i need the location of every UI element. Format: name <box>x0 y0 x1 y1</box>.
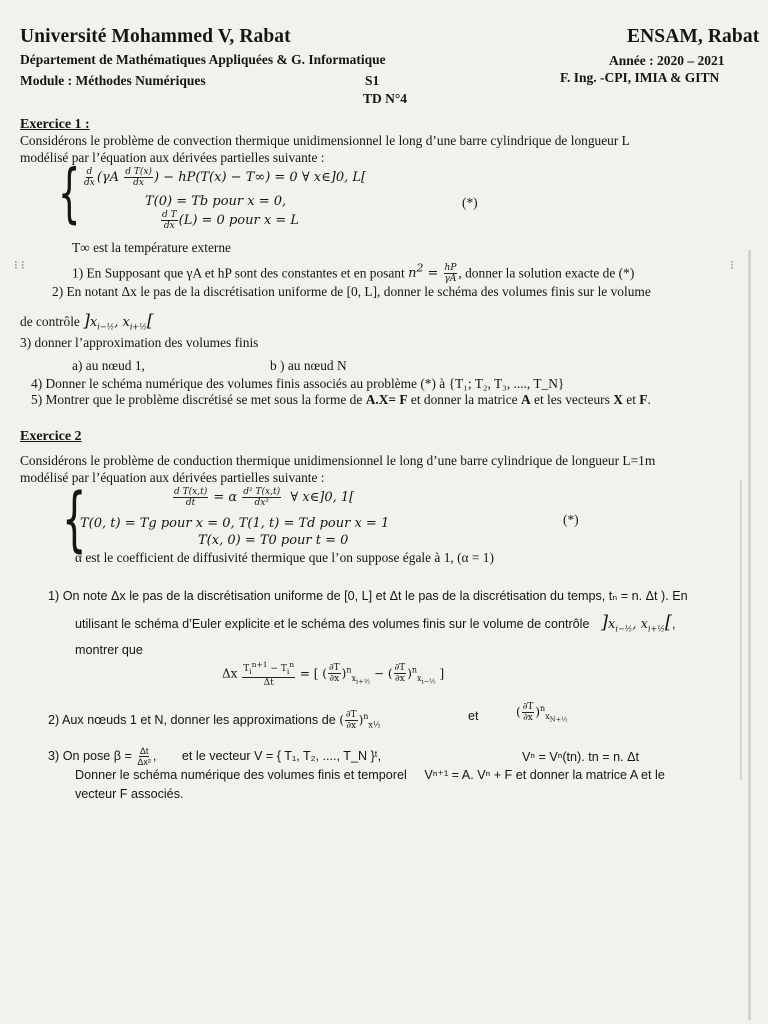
ex1-q1-text-end: , donner la solution exacte de (*) <box>458 265 635 281</box>
university-name: Université Mohammed V, Rabat <box>20 26 291 47</box>
ex2-star-label: (*) <box>563 512 579 527</box>
ex1-intro-line2: modélisé par l’équation aux dérivées partielles suivante : <box>20 150 325 165</box>
ex2-question-1: 1) On note Δx le pas de la discrétisation uniforme de [0, L] et Δt le pas de la discrétisation du temps, tₙ = n. Δt ). En <box>48 589 688 603</box>
ex2-question-3-vn: Vⁿ = Vⁿ(tn). tn = n. Δt <box>522 750 639 764</box>
ex1-question-3b: b ) au nœud N <box>270 358 347 373</box>
scan-mark: ⁝ <box>730 258 734 272</box>
ex2-question-3-line2 <box>75 767 665 784</box>
ex1-equation-3: $\frac{\text{d T}}{dx}$ (L) = 0 pour x = L <box>162 210 299 231</box>
ex2-equation-1: $\frac{\text{d T(x,t)}}{dt}$ = α $\frac{\text{d² T(x,t)}}{\text{dx²}}$ ∀ x∈]0, 1[ <box>174 487 355 508</box>
ex1-question-1: 1) En Supposant que γA et hP sont des constantes et en posant $n^2$ = $\frac{hP}{\gamma A}$ , donner la solution exacte de (*) <box>72 262 635 285</box>
ex1-star-label: (*) <box>462 195 478 210</box>
ex1-tinf: T∞ est la température externe <box>72 240 231 255</box>
ex2-question-3: 3) On pose β = $\frac{\Delta t}{\text{Δx²}}$ , et le vecteur V = { T₁, T₂, ...., T_N }ᵗ, <box>48 746 382 767</box>
ex2-question-3-line3: vecteur F associés. <box>75 787 184 801</box>
ex1-question-3: 3) donner l’approximation des volumes finis <box>20 335 259 350</box>
semester: S1 <box>365 73 380 88</box>
ex2-alpha-note: α est le coefficient de diffusivité thermique que l’on suppose égale à 1, (α = 1) <box>75 550 494 565</box>
ex2-q3-vector: et le vecteur V = { T₁, T₂, ...., T_N }ᵗ, <box>181 748 382 763</box>
department: Département de Mathématiques Appliquées & G. Informatique <box>20 52 386 67</box>
ex1-question-3a: a) au nœud 1, <box>72 358 145 373</box>
ex1-q5-vector-x: X <box>613 392 623 407</box>
school-name: ENSAM, Rabat <box>627 26 760 47</box>
td-number: TD N°4 <box>363 91 408 106</box>
ex1-equation-1: $\frac{d}{dx}$ (γA $\frac{\text{d T(x)}}{dx}$ ) − hP(T(x) − T∞) = 0 ∀ x∈]0, L[ <box>84 167 367 188</box>
ex2-question-1-show: montrer que <box>75 643 143 657</box>
ex2-intro-line1: Considérons le problème de conduction thermique unidimensionnel le long d’une barre cylindrique de longueur L=1m <box>20 453 656 468</box>
ex2-question-2-last: ( $\frac{\partial T}{\partial x}$ )$^n_{x_{N+\frac{1}{2}}}$ <box>516 702 568 724</box>
ex2-q3-pose: 3) On pose β = <box>48 748 132 763</box>
ex1-q5-part-a: 5) Montrer que le problème discrétisé se met sous la forme de <box>31 392 363 407</box>
exercise-2-title: Exercice 2 <box>20 429 82 444</box>
ex2-question-2: 2) Aux nœuds 1 et N, donner les approximations de ( $\frac{\partial T}{\partial x}$ )$^n_{x\frac{1}{2}}$ <box>48 710 381 731</box>
ex2-q2-text: 2) Aux nœuds 1 et N, donner les approximations de <box>48 713 336 727</box>
ex2-eq1-tail: ∀ x∈]0, 1[ <box>290 490 355 505</box>
ex2-question-1-cont: utilisant le schéma d’Euler explicite et le schéma des volumes finis sur le volume de contrôle ]$x_{i-\frac{1}{2}}$, $x_{i+\frac{1}{2}}$[, <box>75 612 676 634</box>
ex1-question-2: 2) En notant Δx le pas de la discrétisation uniforme de [0, L], donner le schéma des volumes finis sur le volume <box>52 284 651 299</box>
academic-year: Année : 2020 – 2021 <box>609 53 725 68</box>
ex2-intro-line2: modélisé par l’équation aux dérivées partielles suivante : <box>20 470 325 485</box>
scan-mark: ⁝ ⁝ <box>14 258 25 272</box>
ex2-q1-line2: utilisant le schéma d’Euler explicite et le schéma des volumes finis sur le volume de contrôle <box>75 617 590 631</box>
module-name: Module : Méthodes Numériques <box>20 73 206 88</box>
ex1-eq3-tail: (L) = 0 pour x = L <box>178 213 299 228</box>
ex1-q5-end: . <box>647 392 651 407</box>
ex1-question-2-cont: de contrôle ]$x_{i-\frac{1}{2}}$, $x_{i+\frac{1}{2}}$[ <box>20 311 154 332</box>
ex2-formula-flux: Δx $\frac{T_i^{n+1} - T_i^n}{\Delta t}$ = [ ( $\frac{\partial T}{\partial x}$ )$^n_{x_{i+\frac{1}{2}}}$ − ( $\frac{\partial T}{\partial x}$ )$^n_{x_{i-\frac{1}{2}}}$ ] <box>222 660 445 688</box>
ex1-question-5 <box>31 391 651 408</box>
ex1-q5-part-c: et donner la matrice <box>410 392 518 407</box>
scan-edge-shadow <box>748 250 751 1020</box>
ex1-eq1-tail: − hP(T(x) − T∞) = 0 ∀ x∈]0, L[ <box>163 170 367 185</box>
ex1-equation-2: T(0) = Tb pour x = 0, <box>145 194 287 209</box>
ex1-q1-text: 1) En Supposant que γA et hP sont des constantes et en posant <box>72 265 405 281</box>
ex1-q5-part-g: et <box>626 392 636 407</box>
ex2-equation-3: T(x, 0) = T0 pour t = 0 <box>198 533 349 548</box>
ex1-system-brace: { <box>58 157 81 231</box>
ex2-system-brace: { <box>62 478 87 560</box>
ex1-q5-part-e: et les vecteurs <box>534 392 610 407</box>
exercise-1-title: Exercice 1 : <box>20 117 90 132</box>
ex1-q5-vector-f: F <box>639 392 648 407</box>
ex1-question-4: 4) Donner le schéma numérique des volumes finis associés au problème (*) à {T₁; T₂, T₃, ...., T_N} <box>31 376 565 391</box>
scan-edge-shadow-2 <box>740 480 742 780</box>
ex2-q3-recurrence: Vⁿ⁺¹ = A. Vⁿ + F et donner la matrice A et le <box>424 768 665 782</box>
ex1-q5-system: A.X= F <box>365 392 408 407</box>
ex2-question-2-et: et <box>468 709 479 723</box>
ex1-q5-matrix: A <box>520 392 531 407</box>
filieres: F. Ing. -CPI, IMIA & GITN <box>560 70 720 85</box>
ex2-equation-2: T(0, t) = Tg pour x = 0, T(1, t) = Td pour x = 1 <box>80 516 390 531</box>
ex2-q3-schema: Donner le schéma numérique des volumes finis et temporel <box>75 768 407 782</box>
ex1-intro-line1: Considérons le problème de convection thermique unidimensionnel le long d’une barre cylindrique de longueur L <box>20 133 630 148</box>
ex1-q2-label: de contrôle <box>20 314 80 329</box>
